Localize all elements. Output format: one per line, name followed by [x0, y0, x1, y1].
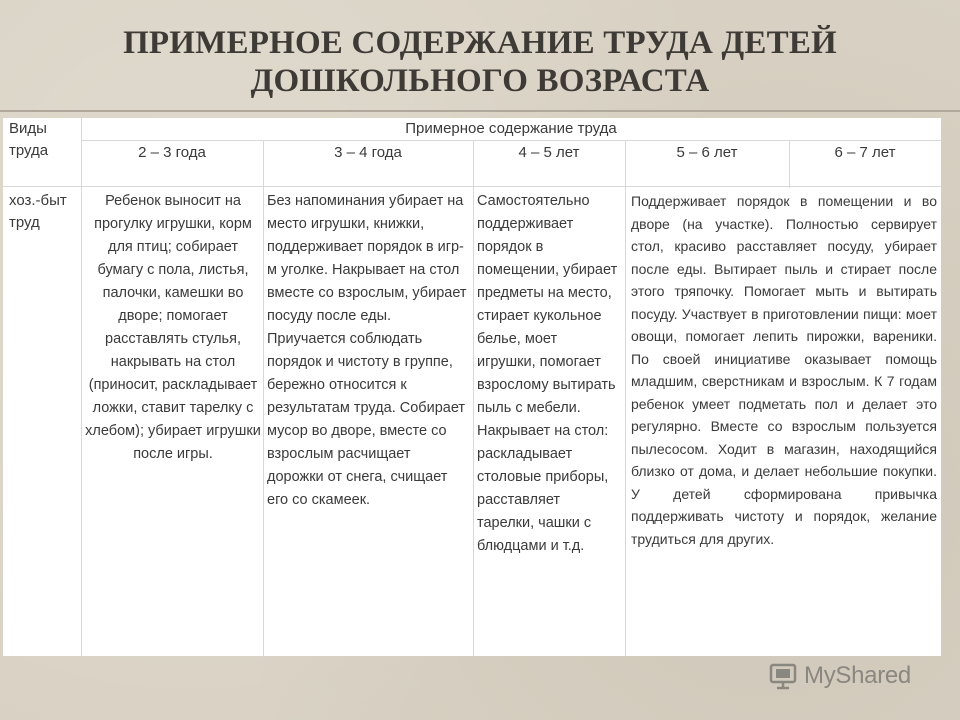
grid-line	[81, 118, 82, 656]
age-header-2-3: 2 – 3 года	[138, 144, 206, 161]
header-labor-content: Примерное содержание труда	[405, 120, 617, 137]
title-line-1: ПРИМЕРНОЕ СОДЕРЖАНИЕ ТРУДА ДЕТЕЙ	[123, 25, 837, 61]
content-4-5: Самостоятельно поддерживает порядок в помещении, убирает предметы на место, стирает кукольное белье, моет игрушки, помогает взрослому вытирать пыль с мебели. Накрывает на стол: раскладывает столовые приборы, расставляет тарелки, чашки с блюдцами и т.д.	[477, 193, 618, 554]
grid-line	[473, 140, 474, 656]
row-labor-type	[9, 190, 79, 234]
content-3-4: Без напоминания убирает на место игрушки, книжки, поддерживает порядок в игр-м уголке. Накрывает на стол вместе со взрослым, убирает посуду после еды. Приучается соблюдать порядок и чистоту в группе, бережно относится к результатам труда. Собирает мусор во дворе, вместе со взрослым расчищает дорожки от снега, счищает его со скамеек.	[267, 193, 467, 508]
age-header-3-4: 3 – 4 года	[334, 144, 402, 161]
age-header-5-6: 5 – 6 лет	[676, 144, 738, 161]
title-line-2: ДОШКОЛЬНОГО ВОЗРАСТА	[250, 63, 710, 99]
labor-content-table	[3, 118, 941, 656]
age-header-4-5: 4 – 5 лет	[518, 144, 580, 161]
grid-line	[263, 140, 264, 656]
watermark-text: MyShared	[804, 662, 911, 689]
row-labor-type-line1: хоз.-быт	[9, 192, 67, 209]
page-title	[0, 24, 960, 100]
header-labor-type	[9, 118, 79, 162]
content-5-7: Поддерживает порядок в помещении и во дворе (на участке). Полностью сервирует стол, красиво расставляет посуду, убирает после еды. Вытирает пыль и стирает после этого тряпочку. Помогает мыть и вытирать посуду. Участвует в приготовлении пищи: моет овощи, помогает лепить пирожки, вареники. По своей инициативе оказывает помощь младшим, сверстникам и взрослым. К 7 годам ребенок умеет подметать пол и делает это регулярно. Вместе со взрослым пользуется пылесосом. Ходит в магазин, находящийся близко от дома, и делает небольшие покупки. У детей сформирована привычка поддерживать чистоту и порядок, желание трудиться для других.	[631, 193, 937, 547]
grid-line	[3, 186, 941, 187]
header-labor-type-line1: Виды	[9, 120, 47, 137]
content-2-3: Ребенок выносит на прогулку игрушки, корм для птиц; собирает бумагу с пола, листья, палочки, камешки во дворе; помогает расставлять стулья, накрывать на стол (приносит, раскладывает ложки, ставит тарелку с хлебом); убирает игрушки после игры.	[85, 193, 261, 462]
header-labor-type-line2: труда	[9, 142, 49, 159]
row-labor-type-line2: труд	[9, 214, 40, 231]
age-header-6-7: 6 – 7 лет	[834, 144, 896, 161]
presentation-board-icon	[768, 661, 798, 691]
myshared-watermark	[768, 656, 928, 696]
title-divider	[0, 110, 960, 112]
grid-line	[625, 140, 626, 656]
